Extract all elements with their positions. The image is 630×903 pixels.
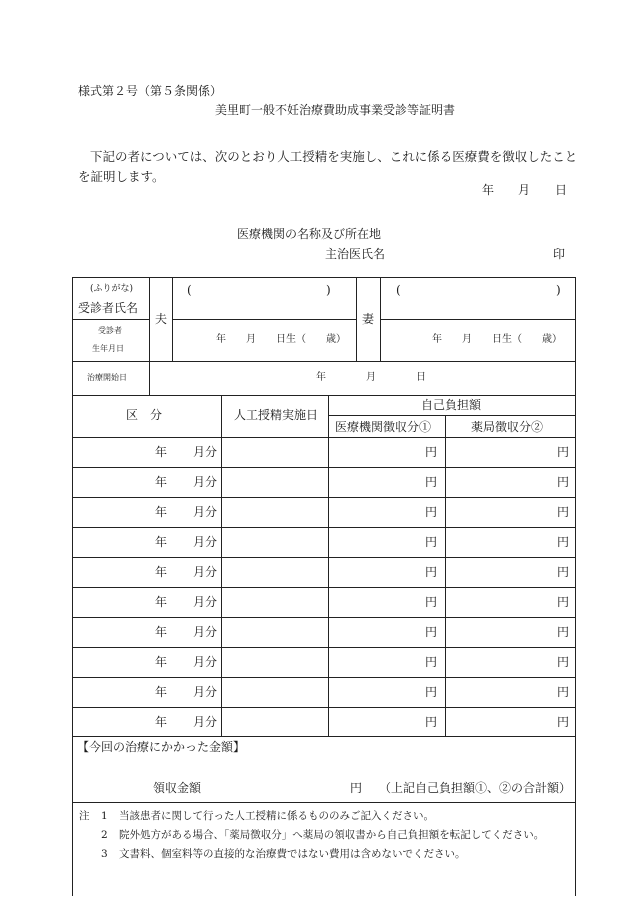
row-medical-yen: 円 xyxy=(425,625,438,639)
row-pharmacy-yen: 円 xyxy=(557,655,570,669)
total-heading: 【今回の治療にかかった金額】 xyxy=(77,740,246,754)
col-self-pay: 自己負担額 xyxy=(421,398,482,412)
receipt-amount-label: 領収金額 xyxy=(153,781,202,795)
row-month-label: 月分 xyxy=(193,685,218,699)
row-medical-yen: 円 xyxy=(425,685,438,699)
wife-paren-open: ( xyxy=(396,283,401,297)
document-title: 美里町一般不妊治療費助成事業受診等証明書 xyxy=(215,103,456,117)
husband-paren-close: ) xyxy=(326,283,331,297)
wife-dob: 年 月 日生（ 歳） xyxy=(432,334,562,345)
row-medical-yen: 円 xyxy=(425,715,438,729)
note-1-text: 当該患者に関して行った人工授精に係るもののみご記入ください。 xyxy=(119,810,434,822)
row-month-label: 月分 xyxy=(193,715,218,729)
form-number: 様式第２号（第５条関係） xyxy=(78,84,223,98)
row-pharmacy-yen: 円 xyxy=(557,715,570,729)
row-pharmacy-yen: 円 xyxy=(557,595,570,609)
row-month-label: 月分 xyxy=(193,625,218,639)
notes-prefix: 注 xyxy=(79,810,90,822)
seal-mark: 印 xyxy=(553,247,566,261)
row-medical-yen: 円 xyxy=(425,565,438,579)
row-pharmacy-yen: 円 xyxy=(557,505,570,519)
row-month-label: 月分 xyxy=(193,475,218,489)
row-pharmacy-yen: 円 xyxy=(557,535,570,549)
row-medical-yen: 円 xyxy=(425,595,438,609)
row-year-label: 年 xyxy=(155,595,168,609)
row-pharmacy-yen: 円 xyxy=(557,475,570,489)
row-pharmacy-yen: 円 xyxy=(557,685,570,699)
row-month-label: 月分 xyxy=(193,445,218,459)
row-medical-yen: 円 xyxy=(425,445,438,459)
receipt-note: （上記自己負担額①、②の合計額） xyxy=(379,781,572,795)
col-insemination-date: 人工授精実施日 xyxy=(234,408,319,422)
col-category: 区 分 xyxy=(126,408,163,422)
row-pharmacy-yen: 円 xyxy=(557,445,570,459)
row-medical-yen: 円 xyxy=(425,505,438,519)
row-year-label: 年 xyxy=(155,565,168,579)
row-year-label: 年 xyxy=(155,625,168,639)
wife-paren-close: ) xyxy=(556,283,561,297)
doctor-label: 主治医氏名 xyxy=(325,247,386,261)
row-year-label: 年 xyxy=(155,535,168,549)
note-1-num: 1 xyxy=(101,810,108,822)
row-month-label: 月分 xyxy=(193,505,218,519)
row-medical-yen: 円 xyxy=(425,655,438,669)
row-year-label: 年 xyxy=(155,685,168,699)
row-pharmacy-yen: 円 xyxy=(557,565,570,579)
row-year-label: 年 xyxy=(155,505,168,519)
col-medical-fee: 医療機関徴収分① xyxy=(335,420,432,434)
row-month-label: 月分 xyxy=(193,655,218,669)
row-medical-yen: 円 xyxy=(425,535,438,549)
row-year-label: 年 xyxy=(155,445,168,459)
row-year-label: 年 xyxy=(155,715,168,729)
row-pharmacy-yen: 円 xyxy=(557,625,570,639)
furigana-label: (ふりがな) xyxy=(90,284,134,294)
note-3-num: 3 xyxy=(101,848,108,860)
husband-paren-open: ( xyxy=(187,283,192,297)
row-month-label: 月分 xyxy=(193,535,218,549)
treatment-start-value: 年 月 日 xyxy=(316,372,426,383)
date-year: 年 xyxy=(482,183,495,197)
husband-label: 夫 xyxy=(155,312,168,326)
row-year-label: 年 xyxy=(155,475,168,489)
row-medical-yen: 円 xyxy=(425,475,438,489)
patient-name-label: 受診者氏名 xyxy=(78,301,139,315)
row-month-label: 月分 xyxy=(193,595,218,609)
institution-label: 医療機関の名称及び所在地 xyxy=(237,227,382,241)
date-day: 日 xyxy=(555,183,568,197)
col-pharmacy-fee: 薬局徴収分② xyxy=(471,420,544,434)
statement-text: 下記の者については、次のとおり人工授精を実施し、これに係る医療費を徴収したことを証明します。 xyxy=(78,149,578,184)
husband-dob: 年 月 日生（ 歳） xyxy=(216,334,346,345)
dob-label-2: 生年月日 xyxy=(92,344,124,353)
dob-label-1: 受診者 xyxy=(98,326,122,335)
date-month: 月 xyxy=(518,183,531,197)
wife-label: 妻 xyxy=(362,312,375,326)
note-3-text: 文書料、個室料等の直接的な治療費ではない費用は含めないでください。 xyxy=(119,848,466,860)
treatment-start-label: 治療開始日 xyxy=(87,373,127,382)
note-2-text: 院外処方がある場合、「薬局徴収分」へ薬局の領収書から自己負担額を転記してください。 xyxy=(119,829,545,841)
row-month-label: 月分 xyxy=(193,565,218,579)
note-2-num: 2 xyxy=(101,829,108,841)
receipt-yen: 円 xyxy=(350,781,363,795)
row-year-label: 年 xyxy=(155,655,168,669)
